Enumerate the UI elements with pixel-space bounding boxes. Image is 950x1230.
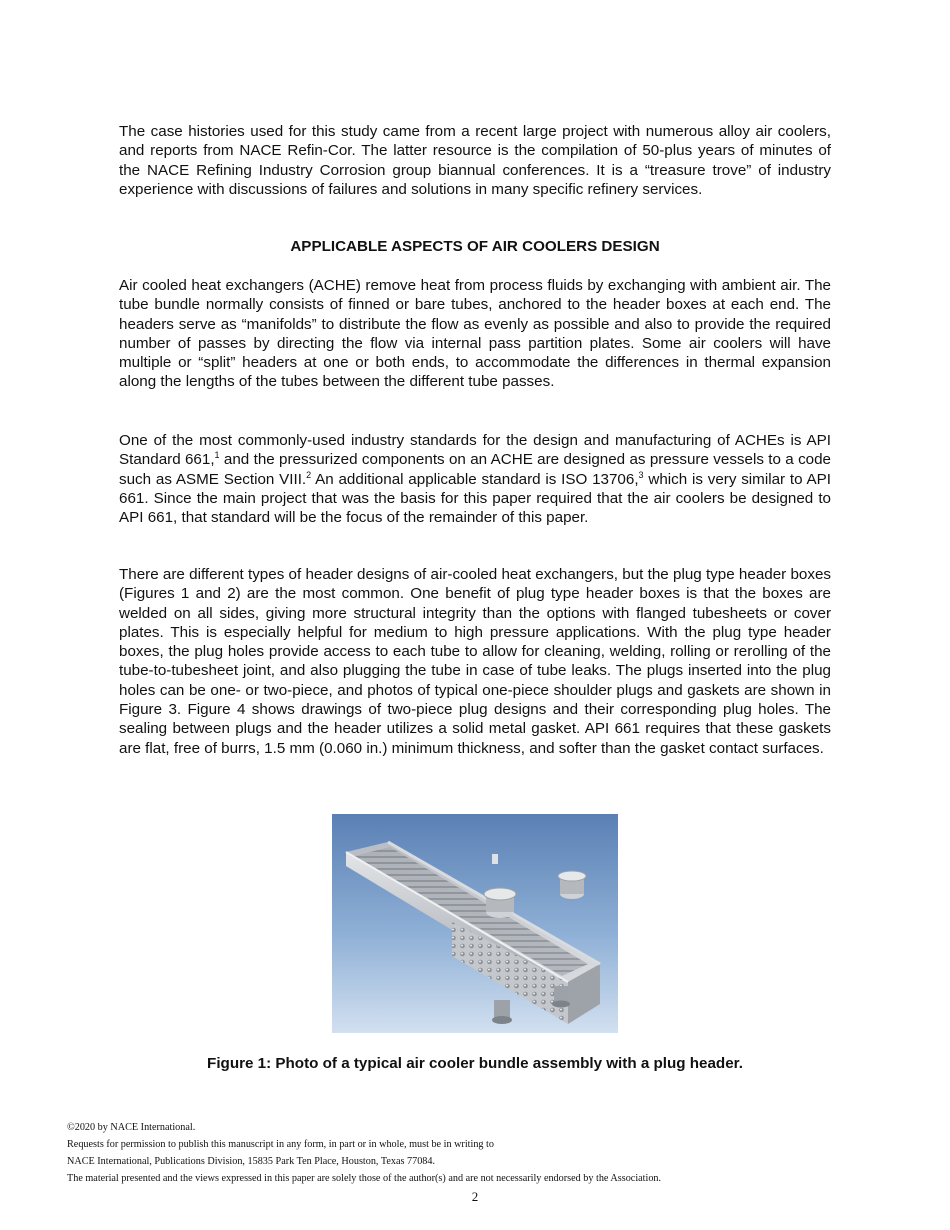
footer-permission-line-1: Requests for permission to publish this manuscript in any form, in part or in whole, must be in writing to: [67, 1139, 494, 1150]
reference-3: 3: [638, 469, 644, 480]
bottom-nozzle-1: [492, 1000, 512, 1024]
nozzle-2: [558, 871, 586, 899]
section-heading: APPLICABLE ASPECTS OF AIR COOLERS DESIGN: [290, 238, 660, 255]
footer-permission-line-2: NACE International, Publications Division, 15835 Park Ten Place, Houston, Texas 77084.: [67, 1156, 436, 1167]
paragraph-header-designs: There are different types of header designs of air-cooled heat exchangers, but the plug type header boxes (Figures 1 and 2) are the most common. One benefit of plug type header boxes is that the boxes are welded on all sides, giving more structural integrity than the options with flanged tubesheets or cover plates. This is especially helpful for medium to high pressure applications. With the plug type header boxes, the plug holes provide access to each tube to allow for cleaning, welding, rolling or rerolling of the tube-to-tubesheet joint, and also plugging the tube in case of tube leaks. The plugs inserted into the plug holes can be one- or two-piece, and photos of typical one-piece shoulder plugs and gaskets are shown in Figure 3. Figure 4 shows drawings of two-piece plug designs and their corresponding plug holes. The sealing between plugs and the header utilizes a solid metal gasket. API 661 requires that these gaskets are flat, free of burrs, 1.5 mm (0.060 in.) minimum thickness, and softer than the gasket contact surfaces.: [119, 566, 831, 757]
nozzle-1: [484, 888, 516, 918]
reference-1: 1: [214, 450, 220, 461]
paragraph-ache-description: Air cooled heat exchangers (ACHE) remove heat from process fluids by exchanging with ambient air. The tube bundle normally consists of finned or bare tubes, anchored to the header boxes at each end. The headers serve as “manifolds” to distribute the flow as evenly as possible and also to provide the required number of passes by directing the flow via internal pass partition plates. Some air coolers will have multiple or “split” headers at one or both ends, to accommodate the differences in thermal expansion along the lengths of the tubes between the different tube passes.: [119, 277, 831, 391]
footer: [67, 1119, 897, 1187]
standards-text-2: and the pressurized components on an ACHE are designed as pressure vessels to a code such as ASME Section VIII.: [119, 451, 831, 488]
figure-1-photo: [332, 814, 618, 1033]
paragraph-case-histories: The case histories used for this study came from a recent large project with numerous alloy air coolers, and reports from NACE Refin-Cor. The latter resource is the compilation of 50-plus years of minutes of the NACE Refining Industry Corrosion group biannual conferences. It is a “treasure trove” of industry experience with discussions of failures and solutions in many specific refinery services.: [119, 123, 831, 198]
page-number: 2: [471, 1189, 479, 1204]
air-cooler-bundle-image: [332, 814, 618, 1033]
standards-text-3: An additional applicable standard is ISO 13706,: [311, 470, 639, 488]
footer-disclaimer: The material presented and the views expressed in this paper are solely those of the author(s) and are not necessarily endorsed by the Association.: [67, 1173, 662, 1184]
lifting-lug: [492, 854, 498, 864]
figure-1-caption: Figure 1: Photo of a typical air cooler bundle assembly with a plug header.: [207, 1055, 743, 1072]
standards-text-4: which is very similar to API 661. Since the main project that was the basis for this paper required that the air coolers be designed to API 661, that standard will be the focus of the remainder of this paper.: [119, 470, 831, 527]
paragraph-standards: [119, 431, 831, 527]
bottom-nozzle-2: [552, 986, 570, 1008]
footer-copyright: ©2020 by NACE International.: [67, 1122, 196, 1133]
reference-2: 2: [306, 469, 312, 480]
standards-text-1: One of the most commonly-used industry standards for the design and manufacturing of ACHEs is API Standard 661,: [119, 432, 831, 469]
